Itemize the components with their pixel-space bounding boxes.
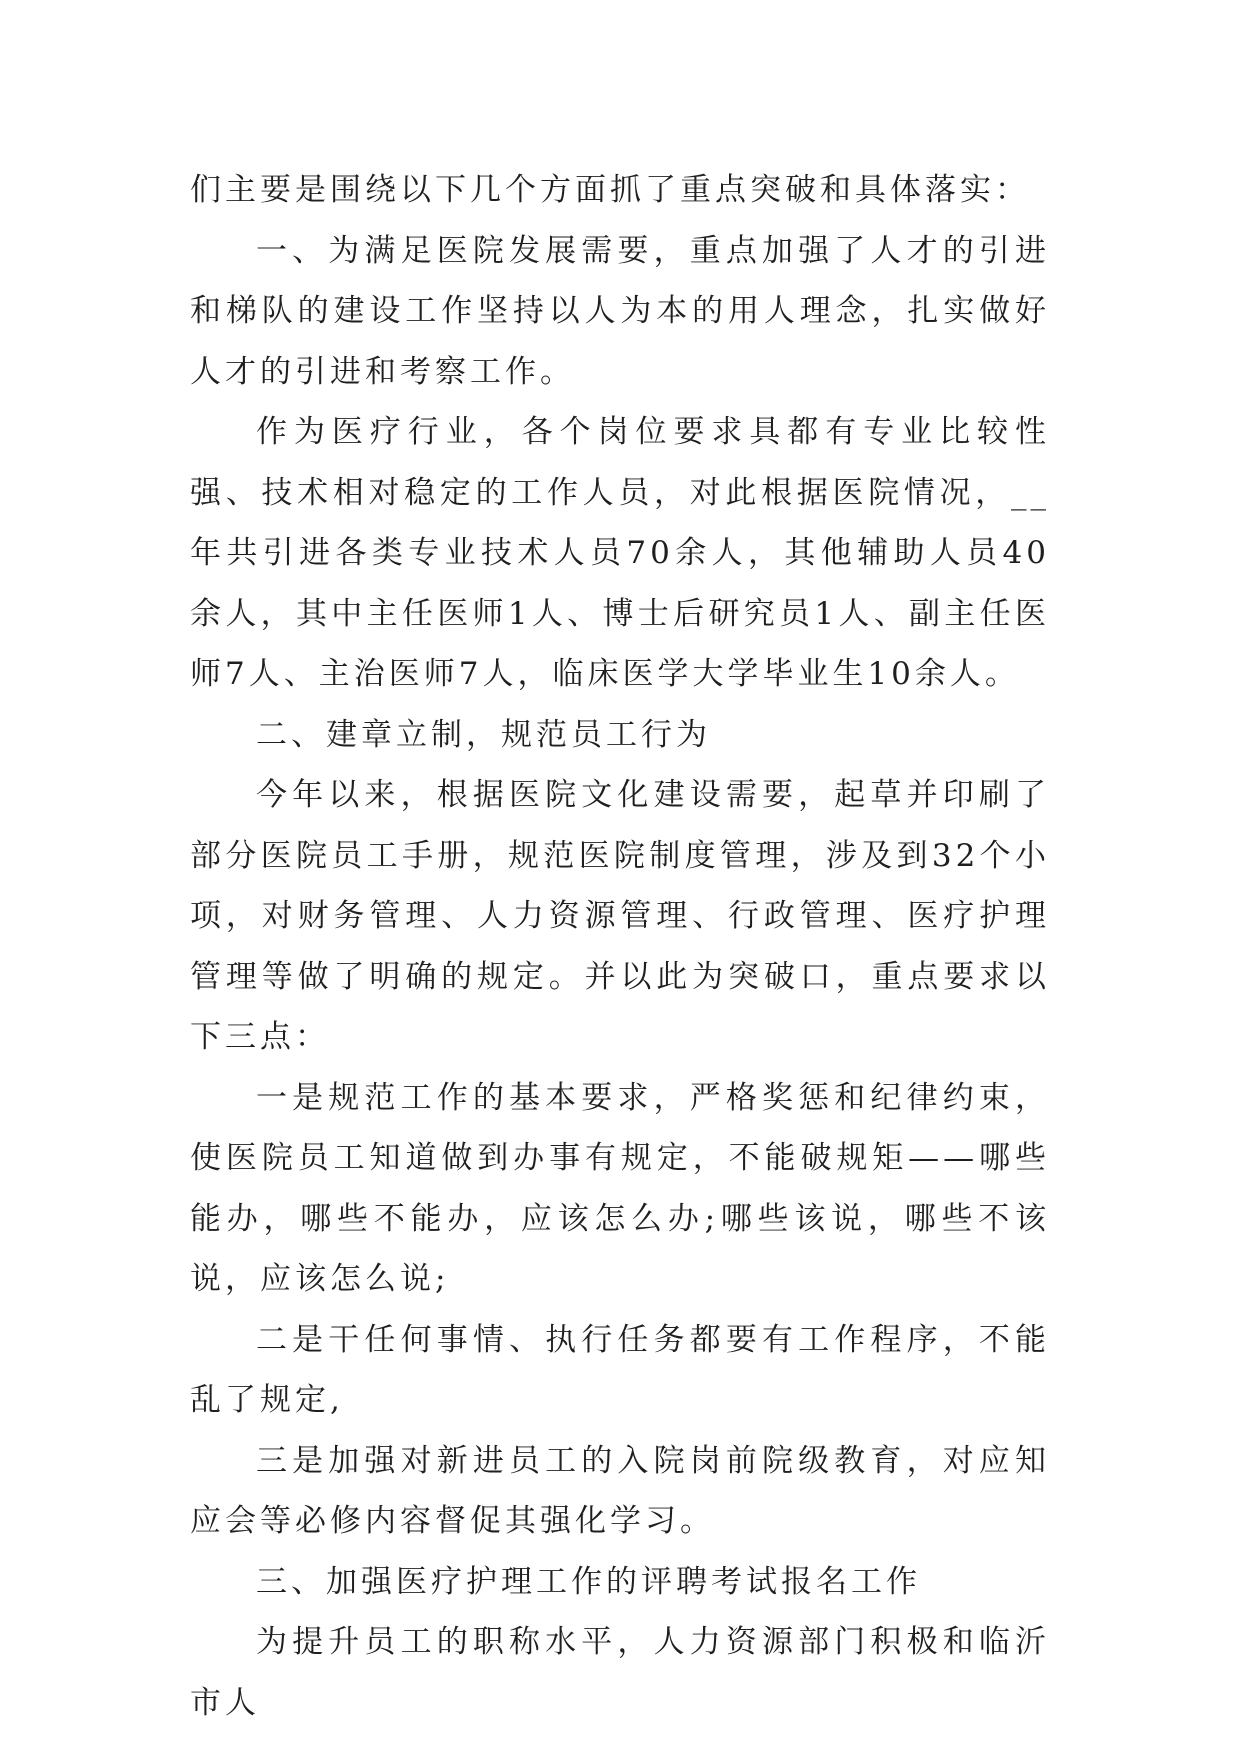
paragraph-7: 二是干任何事情、执行任务都要有工作程序，不能乱了规定,: [190, 1321, 1050, 1418]
paragraph-8: 三是加强对新进员工的入院岗前院级教育，对应知应会等必修内容督促其强化学习。: [190, 1442, 1050, 1539]
paragraph-10: 为提升员工的职称水平，人力资源部门积极和临沂市人: [190, 1624, 1050, 1721]
paragraph-2: 一、为满足医院发展需要，重点加强了人才的引进和梯队的建设工作坚持以人为本的用人理念，扎实做好人才的引进和考察工作。: [190, 232, 1050, 390]
paragraph-6: 一是规范工作的基本要求，严格奖惩和纪律约束，使医院员工知道做到办事有规定，不能破规矩——哪些能办，哪些不能办，应该怎么办;哪些该说，哪些不该说，应该怎么说;: [190, 1079, 1050, 1297]
section-heading-2: 二、建章立制，规范员工行为: [256, 716, 711, 753]
paragraph-5: 今年以来，根据医院文化建设需要，起草并印刷了部分医院员工手册，规范医院制度管理，涉及到32个小项，对财务管理、人力资源管理、行政管理、医疗护理管理等做了明确的规定。并以此为突破口，重点要求以下三点：: [190, 777, 1050, 1055]
paragraph-1: 们主要是围绕以下几个方面抓了重点突破和具体落实：: [190, 172, 1030, 208]
document-page: [190, 160, 1050, 1733]
section-heading-3: 三、加强医疗护理工作的评聘考试报名工作: [256, 1563, 921, 1600]
paragraph-3: 作为医疗行业，各个岗位要求具都有专业比较性强、技术相对稳定的工作人员，对此根据医院情况，__年共引进各类专业技术人员70余人，其他辅助人员40余人，其中主任医师1人、博士后研究员1人、副主任医师7人、主治医师7人，临床医学大学毕业生10余人。: [190, 414, 1050, 692]
